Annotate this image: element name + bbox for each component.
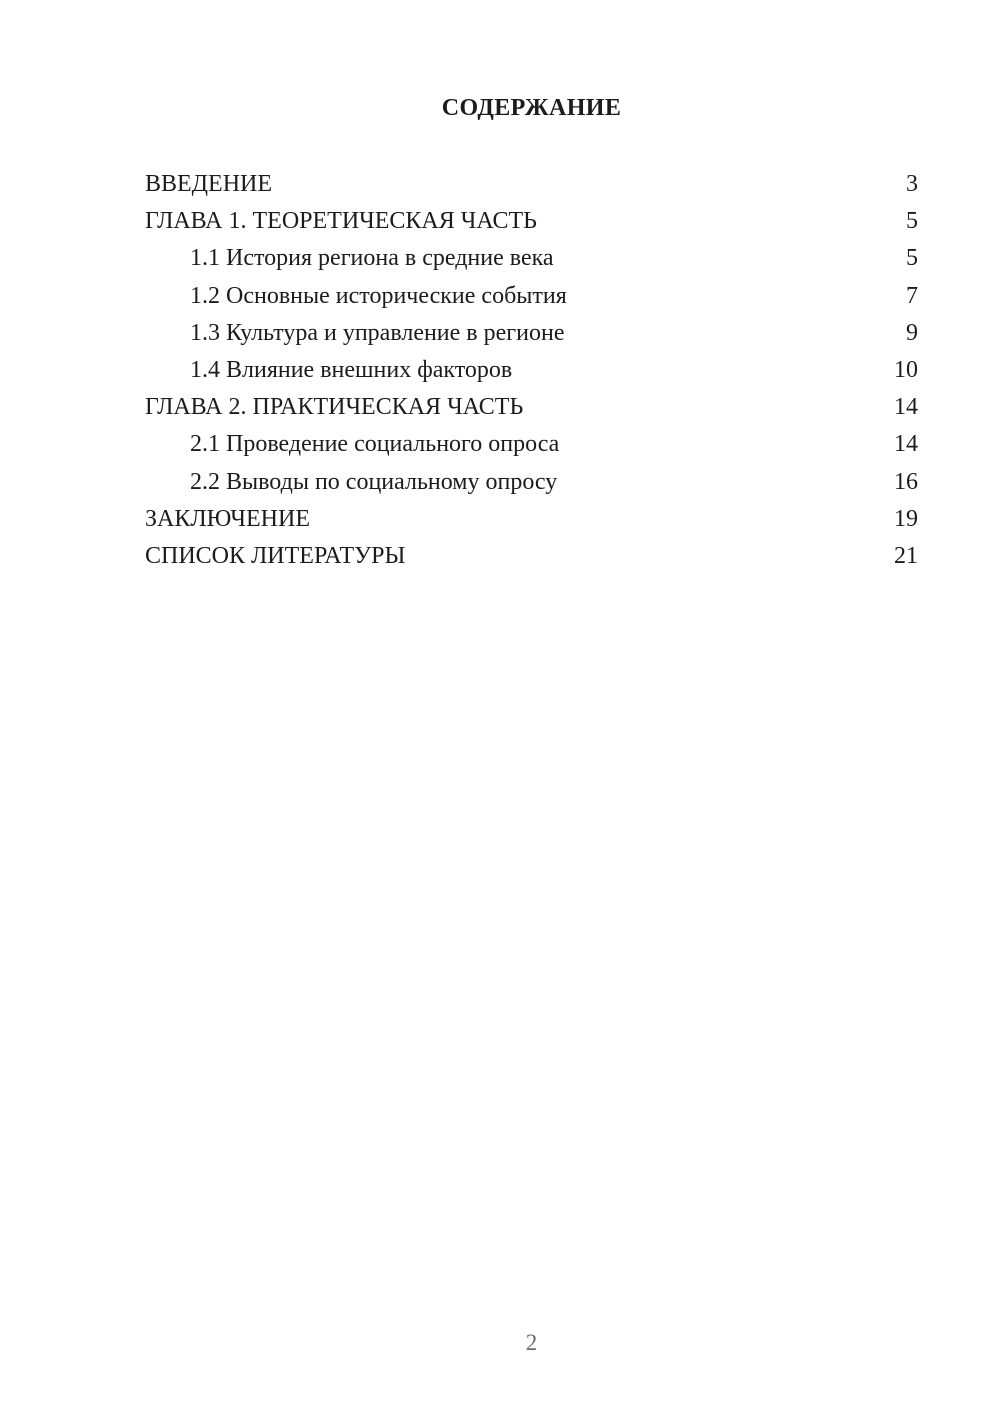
toc-entry-page-number: 21 (894, 543, 918, 570)
toc-entry (145, 352, 918, 389)
toc-entry-page-number: 9 (906, 319, 918, 346)
toc-entry-label: ГЛАВА 2. ПРАКТИЧЕСКАЯ ЧАСТЬ (145, 394, 524, 421)
toc-entry (145, 166, 918, 203)
toc-entry (145, 464, 918, 501)
toc-entry (145, 278, 918, 315)
toc-entry-page-number: 19 (894, 505, 918, 532)
toc-entry-page-number: 10 (894, 357, 918, 384)
toc-title: СОДЕРЖАНИЕ (441, 95, 622, 121)
toc-entry-page-number: 16 (894, 468, 918, 495)
toc-entry-label: ВВЕДЕНИЕ (145, 171, 273, 197)
toc-entry (145, 203, 918, 240)
page-number-footer: 2 (525, 1330, 538, 1355)
toc-list (145, 166, 918, 575)
toc-section (0, 0, 1000, 575)
toc-entry (145, 315, 918, 352)
toc-entry (145, 501, 918, 538)
toc-entry-label: 1.3 Культура и управление в регионе (190, 319, 565, 346)
toc-entry-page-number: 5 (906, 208, 918, 235)
toc-entry-label: 1.1 История региона в средние века (190, 245, 554, 272)
toc-entry-page-number: 14 (894, 431, 918, 458)
toc-entry-label: 1.4 Влияние внешних факторов (190, 357, 513, 384)
toc-entry-label: СПИСОК ЛИТЕРАТУРЫ (145, 543, 406, 570)
toc-entry-label: 1.2 Основные исторические события (190, 282, 567, 309)
toc-entry-label: ГЛАВА 1. ТЕОРЕТИЧЕСКАЯ ЧАСТЬ (145, 208, 537, 235)
toc-entry-label: 2.1 Проведение социального опроса (190, 431, 560, 458)
toc-entry-page-number: 5 (906, 245, 918, 272)
toc-entry-label: ЗАКЛЮЧЕНИЕ (145, 505, 310, 532)
toc-entry (145, 538, 918, 575)
toc-entry (145, 240, 918, 277)
toc-entry (145, 389, 918, 426)
toc-entry-label: 2.2 Выводы по социальному опросу (190, 468, 558, 495)
toc-entry-page-number: 14 (894, 394, 918, 421)
toc-entry-page-number: 3 (906, 171, 918, 197)
toc-entry (145, 426, 918, 463)
toc-entry-page-number: 7 (906, 282, 918, 309)
